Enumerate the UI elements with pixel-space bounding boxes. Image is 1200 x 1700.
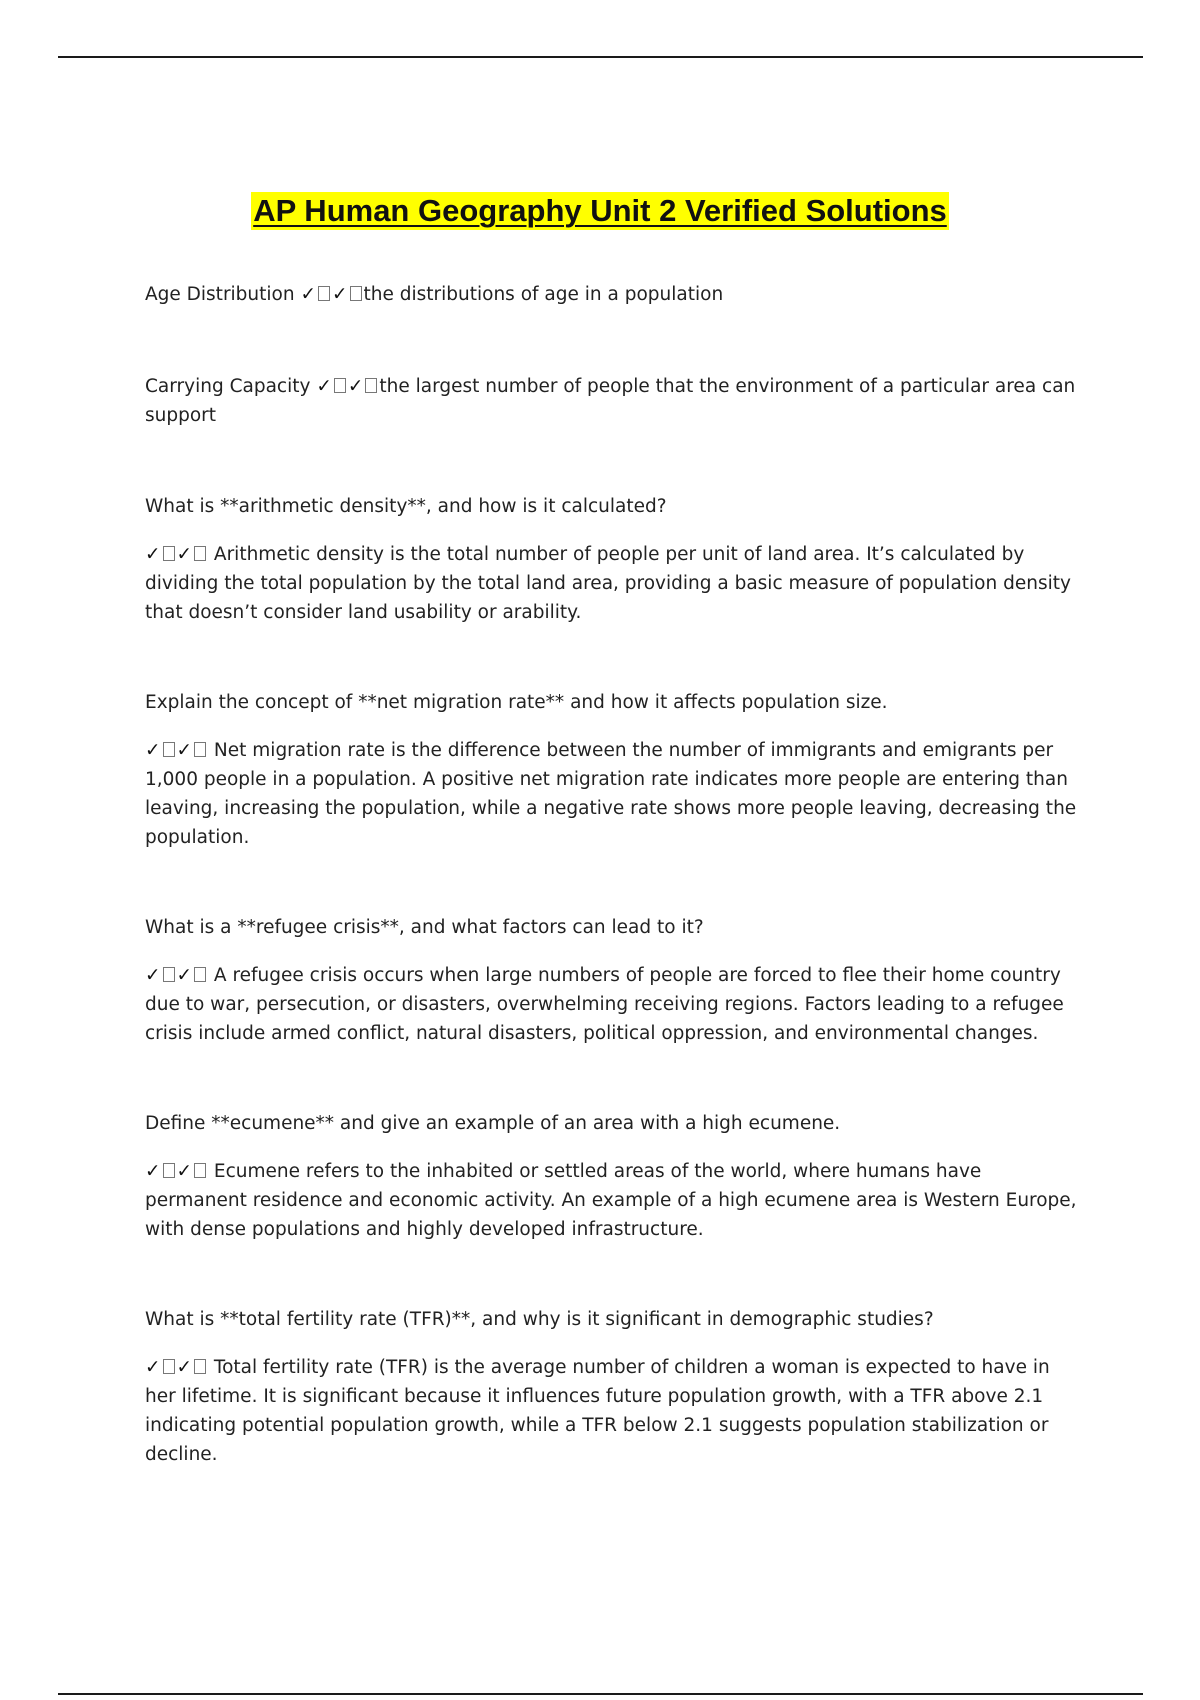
answer-block bbox=[145, 1353, 1085, 1469]
box-icon bbox=[163, 742, 175, 757]
check-icon: ✓ bbox=[145, 544, 161, 565]
answer-block bbox=[145, 736, 1085, 852]
question-text: Explain the concept of **net migration rate** and how it affects population size. bbox=[145, 692, 888, 713]
answer-text: Ecumene refers to the inhabited or settled areas of the world, where humans have permanent residence and economic activity. An example of a high ecumene area is Western Europe, with dense populations and highly developed infrastructure. bbox=[145, 1161, 1077, 1240]
qa-item bbox=[145, 688, 1085, 852]
answer-block bbox=[145, 961, 1085, 1048]
check-icon: ✓ bbox=[176, 1357, 193, 1378]
check-icon: ✓ bbox=[145, 1357, 161, 1378]
qa-item bbox=[145, 1305, 1085, 1469]
box-icon bbox=[318, 286, 330, 301]
check-icon: ✓ bbox=[176, 544, 193, 565]
check-icon: ✓ bbox=[176, 1161, 193, 1182]
top-rule bbox=[58, 56, 1143, 58]
answer-text: A refugee crisis occurs when large numbers of people are forced to flee their home country due to war, persecution, or disasters, overwhelming receiving regions. Factors leading to a refugee crisis include armed conflict, natural disasters, political oppression, and environmental changes. bbox=[145, 965, 1064, 1044]
check-icon: ✓ bbox=[176, 740, 193, 761]
box-icon bbox=[334, 378, 346, 393]
qa-item bbox=[145, 913, 1085, 1048]
box-icon bbox=[194, 546, 206, 561]
check-icon: ✓ bbox=[300, 284, 316, 305]
check-icon: ✓ bbox=[145, 1161, 161, 1182]
box-icon bbox=[163, 1163, 175, 1178]
answer-block bbox=[145, 540, 1085, 627]
answer-text: Arithmetic density is the total number of people per unit of land area. It’s calculated by dividing the total population by the total land area, providing a basic measure of population density that doesn’t consider land usability or arability. bbox=[145, 544, 1071, 623]
check-icon: ✓ bbox=[347, 376, 364, 397]
bottom-rule bbox=[58, 1693, 1143, 1695]
check-icon: ✓ bbox=[176, 965, 193, 986]
term-definition: the largest number of people that the environment of a particular area can support bbox=[145, 376, 1076, 426]
box-icon bbox=[365, 378, 377, 393]
check-icon: ✓ bbox=[332, 284, 348, 305]
question-text: What is **total fertility rate (TFR)**, and why is it significant in demographic studies? bbox=[145, 1309, 934, 1330]
qa-item bbox=[145, 1109, 1085, 1244]
term-label: Carrying Capacity bbox=[145, 376, 311, 397]
check-icon: ✓ bbox=[145, 965, 161, 986]
box-icon bbox=[194, 1163, 206, 1178]
box-icon bbox=[194, 742, 206, 757]
box-icon bbox=[350, 286, 362, 301]
question-text: What is a **refugee crisis**, and what factors can lead to it? bbox=[145, 917, 704, 938]
box-icon bbox=[163, 1359, 175, 1374]
check-icon: ✓ bbox=[316, 376, 332, 397]
answer-text: Total fertility rate (TFR) is the average number of children a woman is expected to have in her lifetime. It is significant because it influences future population growth, with a TFR above 2.1 indicating potential population growth, while a TFR below 2.1 suggests population stabilization or decline. bbox=[145, 1357, 1050, 1465]
question-text: What is **arithmetic density**, and how is it calculated? bbox=[145, 496, 667, 517]
term-label: Age Distribution bbox=[145, 284, 295, 305]
title-container bbox=[0, 192, 1200, 230]
term-entry bbox=[145, 280, 1085, 309]
document-body bbox=[145, 280, 1085, 1530]
answer-text: Net migration rate is the difference between the number of immigrants and emigrants per 1,000 people in a population. A positive net migration rate indicates more people are entering than leaving, increasing the population, while a negative rate shows more people leaving, decreasing the population. bbox=[145, 740, 1077, 848]
document-title: AP Human Geography Unit 2 Verified Solutions bbox=[253, 193, 947, 228]
question-text: Define **ecumene** and give an example of an area with a high ecumene. bbox=[145, 1113, 841, 1134]
box-icon bbox=[194, 1359, 206, 1374]
check-icon: ✓ bbox=[145, 740, 161, 761]
qa-item bbox=[145, 492, 1085, 627]
answer-block bbox=[145, 1157, 1085, 1244]
box-icon bbox=[163, 546, 175, 561]
term-entry bbox=[145, 372, 1085, 430]
box-icon bbox=[163, 967, 175, 982]
term-definition: the distributions of age in a population bbox=[363, 284, 724, 305]
box-icon bbox=[194, 967, 206, 982]
